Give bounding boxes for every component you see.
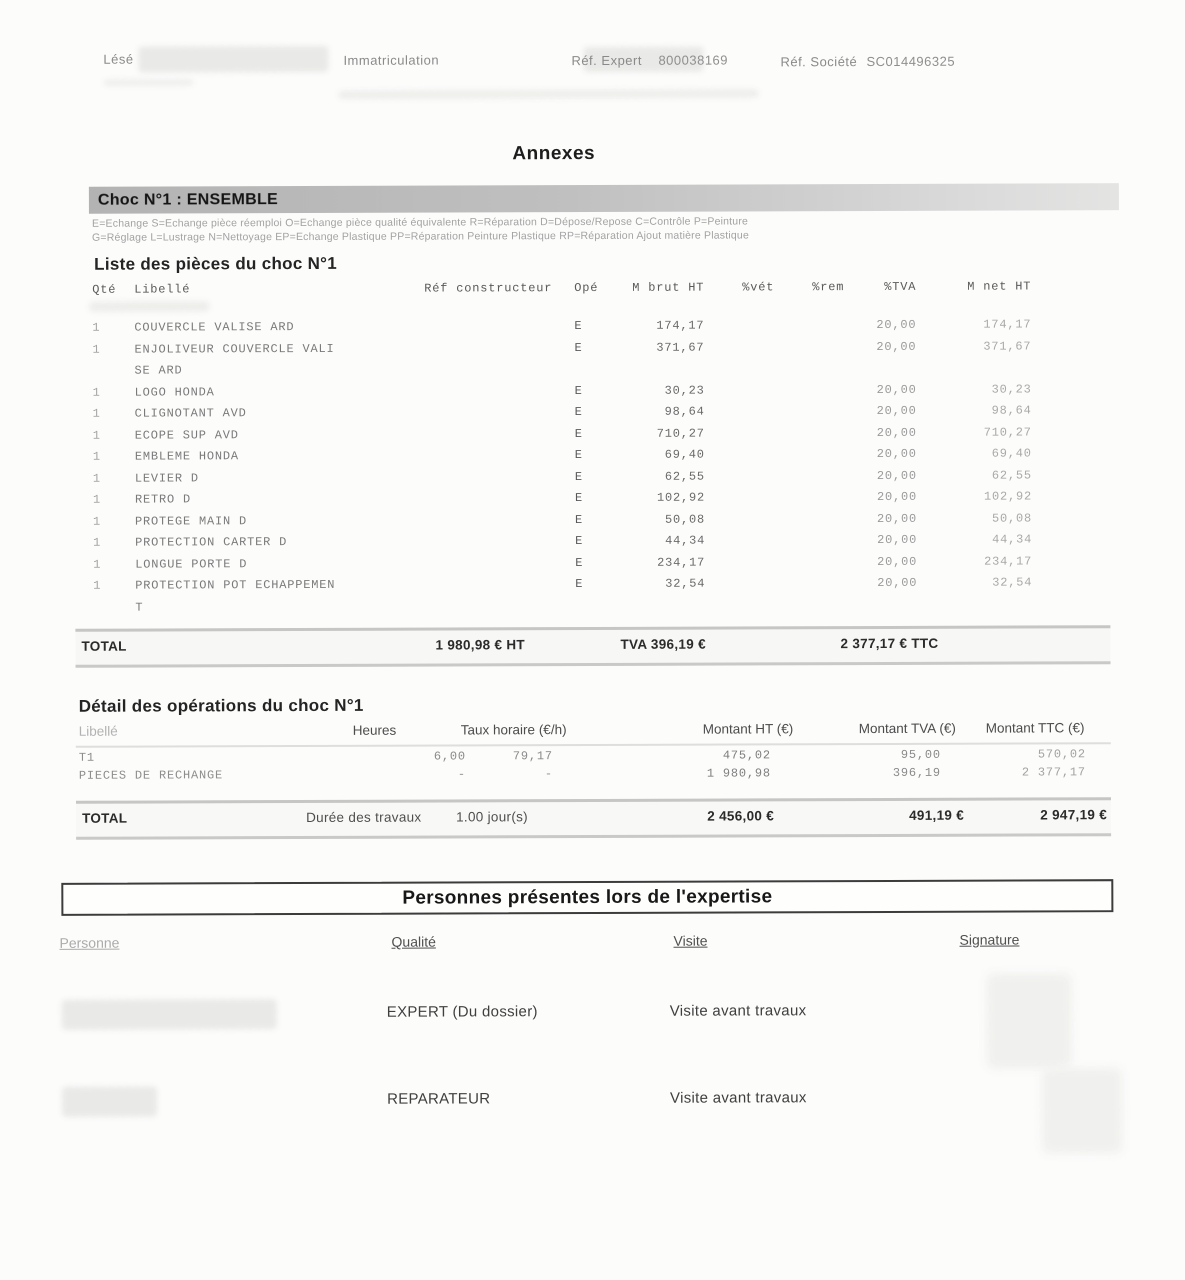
scan-artifact-ghost-row	[89, 301, 209, 311]
cell-heures: 6,00	[433, 749, 466, 764]
cell-vet	[704, 315, 774, 337]
cell-net: 44,34	[992, 532, 1033, 547]
choc-banner-title: Choc N°1 : ENSEMBLE	[97, 190, 279, 209]
cell-montant-tva: 95,00	[900, 747, 941, 762]
cell-ref	[425, 381, 575, 403]
col-header-taux-horaire: Taux horaire (€/h)	[460, 722, 567, 738]
cell-tva: 20,00	[876, 382, 917, 397]
cell-vet	[705, 380, 775, 402]
cell-tva: 20,00	[876, 339, 917, 354]
col-header-qte: Qté	[92, 282, 117, 297]
cell-brut: 50,08	[664, 512, 706, 527]
operation-codes-legend-line1: E=Echange S=Echange pièce réemploi O=Echange pièce qualité équivalente R=Réparation D=Dépose/Repose C=Contrôle P=Peinture	[91, 215, 749, 230]
ops-total-ht: 2 456,00 €	[707, 808, 775, 824]
col-header-m-brut-ht: M brut HT	[632, 280, 705, 295]
cell-montant-ht: 1 980,98	[706, 766, 771, 781]
cell-net: 710,27	[983, 424, 1032, 440]
lese-value-redacted	[138, 46, 328, 73]
cell-ope: E	[575, 534, 584, 549]
cell-libelle: ECOPE SUP AVD	[134, 427, 239, 443]
ops-total-label: TOTAL	[82, 810, 128, 826]
cell-tva: 20,00	[876, 446, 917, 462]
ops-total-ttc: 2 947,19 €	[1040, 807, 1108, 823]
doc-header	[0, 0, 1183, 70]
cell-qte: 1	[92, 492, 101, 507]
cell-qte	[92, 361, 134, 383]
table-row	[93, 572, 1032, 597]
cell-brut: 44,34	[665, 533, 706, 548]
cell-ref	[425, 510, 575, 532]
cell-tva: 20,00	[877, 575, 918, 591]
cell-net: 98,64	[991, 403, 1032, 418]
cell-net: 50,08	[991, 510, 1033, 526]
cell-net: 234,17	[984, 553, 1033, 569]
col-header-ope: Opé	[574, 280, 599, 296]
cell-ope: E	[575, 512, 584, 527]
col-header-libelle: Libellé	[134, 282, 191, 297]
col-header-personne: Personne	[59, 934, 120, 951]
ref-expert-label: Réf. Expert	[571, 52, 642, 69]
col-header-m-net-ht: M net HT	[967, 279, 1032, 294]
cell-tva: 20,00	[876, 425, 917, 440]
cell-ref	[425, 445, 575, 467]
col-header-ref-constructeur: Réf constructeur	[424, 281, 553, 296]
parts-total-ht: 1 980,98 € HT	[435, 637, 525, 653]
cell-ope: E	[574, 491, 583, 506]
col-header-montant-ttc: Montant TTC (€)	[985, 720, 1085, 736]
cell-tva: 20,00	[876, 468, 917, 483]
presence-section-title: Personnes présentes lors de l'expertise	[402, 885, 773, 909]
personne-name-redacted	[62, 1087, 157, 1117]
parts-table-rows	[92, 314, 1032, 618]
col-header-qualite: Qualité	[391, 933, 436, 950]
cell-ope: E	[574, 426, 583, 441]
cell-rem	[775, 573, 845, 595]
cell-taux: 79,17	[512, 749, 553, 764]
col-header-pct-remise: %rem	[812, 280, 845, 295]
cell-rem	[775, 401, 845, 423]
cell-vet	[705, 487, 775, 509]
ops-total-band	[76, 797, 1111, 840]
cell-ref	[425, 553, 575, 575]
cell-libelle: LONGUE PORTE D	[135, 556, 248, 572]
cell-rem	[775, 552, 845, 574]
visite-value: Visite avant travaux	[669, 1002, 807, 1020]
cell-ope: E	[574, 448, 583, 463]
cell-ope: E	[575, 577, 584, 592]
cell-brut: 371,67	[656, 340, 705, 355]
cell-vet	[705, 552, 775, 574]
cell-ref	[425, 402, 575, 424]
cell-libelle: PROTECTION POT ECHAPPEMEN	[135, 577, 336, 593]
cell-brut: 174,17	[656, 318, 705, 333]
cell-vet	[705, 530, 775, 552]
cell-rem	[775, 466, 845, 488]
col-header-visite: Visite	[673, 932, 708, 949]
cell-brut: 710,27	[656, 426, 705, 441]
table-row	[79, 747, 1086, 765]
ref-societe-label: Réf. Société	[780, 54, 858, 70]
col-header-pct-tva: %TVA	[884, 279, 917, 294]
presence-section-title-box	[61, 879, 1113, 916]
qualite-value: REPARATEUR	[387, 1090, 491, 1108]
cell-ref	[424, 316, 574, 338]
cell-montant-ht: 475,02	[722, 748, 771, 763]
cell-tva: 20,00	[876, 489, 917, 505]
cell-libelle-wrap: SE ARD	[134, 363, 183, 378]
personne-name-redacted	[62, 999, 277, 1030]
cell-brut: 62,55	[664, 469, 705, 484]
duree-travaux-value: 1.00 jour(s)	[456, 809, 528, 825]
col-header-montant-ht: Montant HT (€)	[702, 721, 794, 737]
cell-libelle: EMBLEME HONDA	[134, 449, 239, 464]
cell-qte: 1	[93, 557, 102, 572]
cell-libelle: COUVERCLE VALISE ARD	[134, 320, 295, 335]
table-row	[79, 765, 1086, 783]
ops-total-tva: 491,19 €	[909, 807, 965, 823]
cell-net: 62,55	[991, 467, 1032, 483]
cell-tva: 20,00	[876, 403, 917, 419]
cell-rem	[774, 315, 844, 337]
ops-table-title: Détail des opérations du choc N°1	[78, 695, 364, 716]
cell-libelle: T1	[78, 750, 95, 765]
page-title: Annexes	[512, 142, 596, 165]
lese-label: Lésé	[103, 51, 134, 67]
cell-libelle: LOGO HONDA	[134, 384, 215, 400]
cell-montant-tva: 396,19	[892, 765, 941, 780]
parts-table-title: Liste des pièces du choc N°1	[94, 253, 338, 274]
immatriculation-label: Immatriculation	[343, 52, 440, 68]
signature-blur	[1042, 1068, 1122, 1153]
table-row	[92, 336, 1031, 361]
qualite-value: EXPERT (Du dossier)	[386, 1003, 538, 1021]
signature-blur	[987, 973, 1072, 1068]
parts-total-label: TOTAL	[81, 638, 127, 654]
cell-rem	[775, 444, 845, 466]
cell-net: 371,67	[983, 338, 1032, 354]
cell-qte: 1	[92, 449, 101, 464]
duree-travaux-label: Durée des travaux	[306, 809, 422, 826]
cell-qte: 1	[93, 535, 102, 550]
cell-libelle-wrap: T	[135, 600, 144, 615]
cell-vet	[705, 423, 775, 445]
cell-ref	[425, 424, 575, 446]
cell-tva: 20,00	[876, 511, 918, 526]
cell-rem	[774, 337, 844, 359]
cell-ref	[425, 488, 575, 510]
cell-vet	[705, 573, 775, 595]
cell-qte: 1	[93, 514, 102, 529]
cell-ref	[425, 531, 575, 553]
ref-expert-value: 800038169	[658, 52, 729, 68]
cell-brut: 69,40	[664, 447, 705, 462]
table-row-continuation	[93, 594, 1032, 619]
scan-artifact-ghost-line	[103, 79, 193, 85]
col-header-heures: Heures	[352, 722, 397, 738]
cell-vet	[705, 401, 775, 423]
cell-net: 174,17	[983, 317, 1032, 332]
col-header-libelle: Libellé	[78, 723, 118, 739]
cell-net: 30,23	[991, 381, 1032, 397]
cell-qte: 1	[92, 385, 101, 400]
cell-libelle: LEVIER D	[134, 470, 199, 486]
cell-brut: 98,64	[664, 404, 705, 419]
cell-heures: -	[457, 767, 466, 782]
cell-qte: 1	[92, 320, 101, 335]
cell-vet	[705, 509, 775, 531]
cell-ope: E	[574, 405, 583, 420]
cell-qte: 1	[92, 406, 101, 421]
cell-brut: 32,54	[665, 576, 706, 591]
col-header-signature: Signature	[959, 931, 1020, 948]
operation-codes-legend-line2: G=Réglage L=Lustrage N=Nettoyage EP=Echange Plastique PP=Réparation Peinture Plastique RP=Réparation Ajout matière Plastique	[92, 229, 750, 244]
cell-rem	[775, 487, 845, 509]
cell-vet	[705, 466, 775, 488]
cell-tva: 20,00	[877, 532, 918, 548]
cell-ope: E	[575, 555, 584, 570]
cell-tva: 20,00	[876, 317, 917, 333]
cell-libelle: RETRO D	[134, 492, 191, 507]
cell-ref	[424, 338, 574, 360]
ref-societe-value: SC014496325	[866, 53, 956, 70]
cell-ref	[425, 574, 575, 596]
cell-montant-ttc: 570,02	[1037, 747, 1086, 762]
cell-net: 102,92	[983, 489, 1032, 504]
cell-ref	[425, 467, 575, 489]
cell-ope: E	[574, 319, 583, 334]
cell-qte: 1	[92, 342, 101, 357]
cell-net: 69,40	[991, 446, 1032, 461]
cell-rem	[775, 530, 845, 552]
cell-tva: 20,00	[877, 554, 918, 569]
cell-brut: 30,23	[664, 383, 705, 398]
cell-libelle: PROTECTION CARTER D	[135, 535, 288, 550]
cell-taux: -	[544, 767, 553, 782]
cell-brut: 102,92	[656, 490, 705, 505]
cell-brut: 234,17	[657, 555, 706, 570]
choc-banner	[89, 183, 1119, 214]
parts-total-ttc: 2 377,17 € TTC	[840, 635, 939, 652]
col-header-pct-vetuste: %vét	[742, 280, 775, 295]
cell-montant-ttc: 2 377,17	[1021, 765, 1086, 780]
cell-qte: 1	[92, 428, 101, 443]
cell-rem	[775, 380, 845, 402]
cell-ope: E	[574, 383, 583, 398]
cell-vet	[704, 337, 774, 359]
cell-qte	[93, 597, 135, 619]
parts-table-header	[92, 279, 1031, 296]
cell-rem	[775, 509, 845, 531]
parts-total-band	[75, 625, 1110, 668]
cell-ope: E	[574, 340, 583, 355]
visite-value: Visite avant travaux	[670, 1089, 807, 1107]
cell-vet	[705, 444, 775, 466]
cell-libelle: CLIGNOTANT AVD	[134, 406, 247, 421]
cell-net: 32,54	[992, 575, 1033, 590]
cell-libelle: ENJOLIVEUR COUVERCLE VALI	[134, 341, 335, 357]
cell-ope: E	[574, 469, 583, 484]
col-header-montant-tva: Montant TVA (€)	[858, 720, 956, 737]
cell-qte: 1	[92, 471, 101, 486]
cell-libelle: PROTEGE MAIN D	[135, 513, 248, 529]
cell-libelle: PIECES DE RECHANGE	[78, 768, 223, 783]
cell-rem	[775, 423, 845, 445]
cell-qte: 1	[93, 578, 102, 593]
scan-artifact-ghost-line	[339, 89, 759, 98]
parts-total-tva: TVA 396,19 €	[620, 636, 706, 652]
